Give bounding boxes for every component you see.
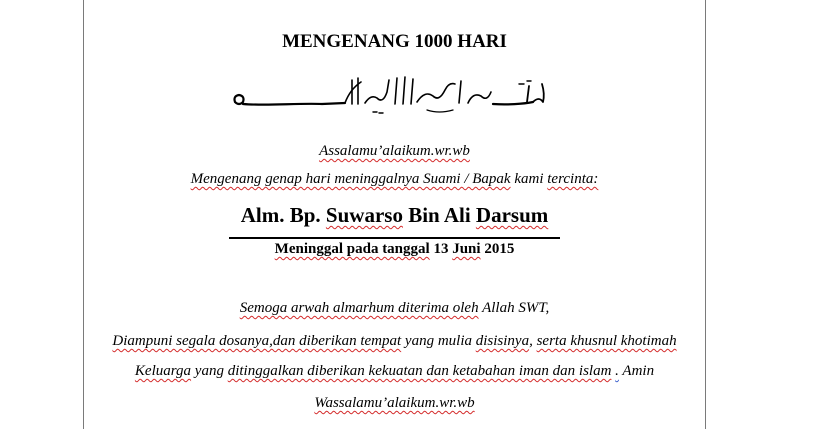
greeting-line: [84, 143, 705, 160]
prayer2-b: yang mulia: [401, 333, 476, 349]
prayer1-a: Semoga arwah almarhum diterima oleh: [239, 300, 479, 316]
prayer2-e: serta khusnul khotimah: [536, 333, 677, 349]
prayer-line-2: [84, 333, 705, 350]
death-date-line: [84, 241, 705, 258]
death-text-d: 2015: [480, 241, 515, 257]
intro-text-c: tercinta:: [547, 171, 599, 187]
prayer3-a: Keluarga: [134, 363, 192, 379]
death-text-c: Juni: [452, 241, 481, 257]
prayer1-b: Allah SWT,: [478, 300, 550, 316]
death-text-b: 13: [429, 241, 453, 257]
prayer3-e: .: [615, 363, 619, 379]
prayer3-b: yang: [191, 363, 228, 379]
name-part-b: Suwarso: [325, 203, 403, 227]
death-text-a: Meninggal pada tanggal: [274, 241, 430, 257]
name-part-d: Darsum: [475, 203, 549, 227]
name-part-c: Bin Ali: [402, 203, 476, 227]
closing-text: Wassalamu’alaikum.wr.wb: [314, 395, 475, 411]
intro-text-a: Mengenang genap hari meninggalnya Suami / Bapak: [190, 171, 511, 187]
deceased-name-line: [84, 203, 705, 228]
prayer-line-3: [84, 363, 705, 380]
prayer2-d: ,: [529, 333, 537, 349]
greeting-text: Assalamu’alaikum.wr.wb: [319, 143, 470, 159]
intro-line: [84, 171, 705, 188]
document-title: MENGENANG 1000 HARI: [282, 31, 507, 52]
closing-line: [84, 395, 705, 412]
prayer3-c: ditinggalkan diberikan kekuatan dan ketabahan iman dan islam: [227, 363, 612, 379]
intro-text-b: kami: [510, 171, 548, 187]
name-underline-rule: [229, 237, 560, 239]
prayer2-c: disisinya: [475, 333, 530, 349]
prayer-line-1: [84, 300, 705, 317]
name-part-a: Alm. Bp.: [240, 203, 326, 227]
basmala-calligraphy: [227, 72, 552, 118]
prayer2-a: Diampuni segala dosanya,dan diberikan tempat: [112, 333, 402, 349]
page-right-edge: [705, 0, 706, 429]
prayer3-f: Amin: [618, 363, 655, 379]
